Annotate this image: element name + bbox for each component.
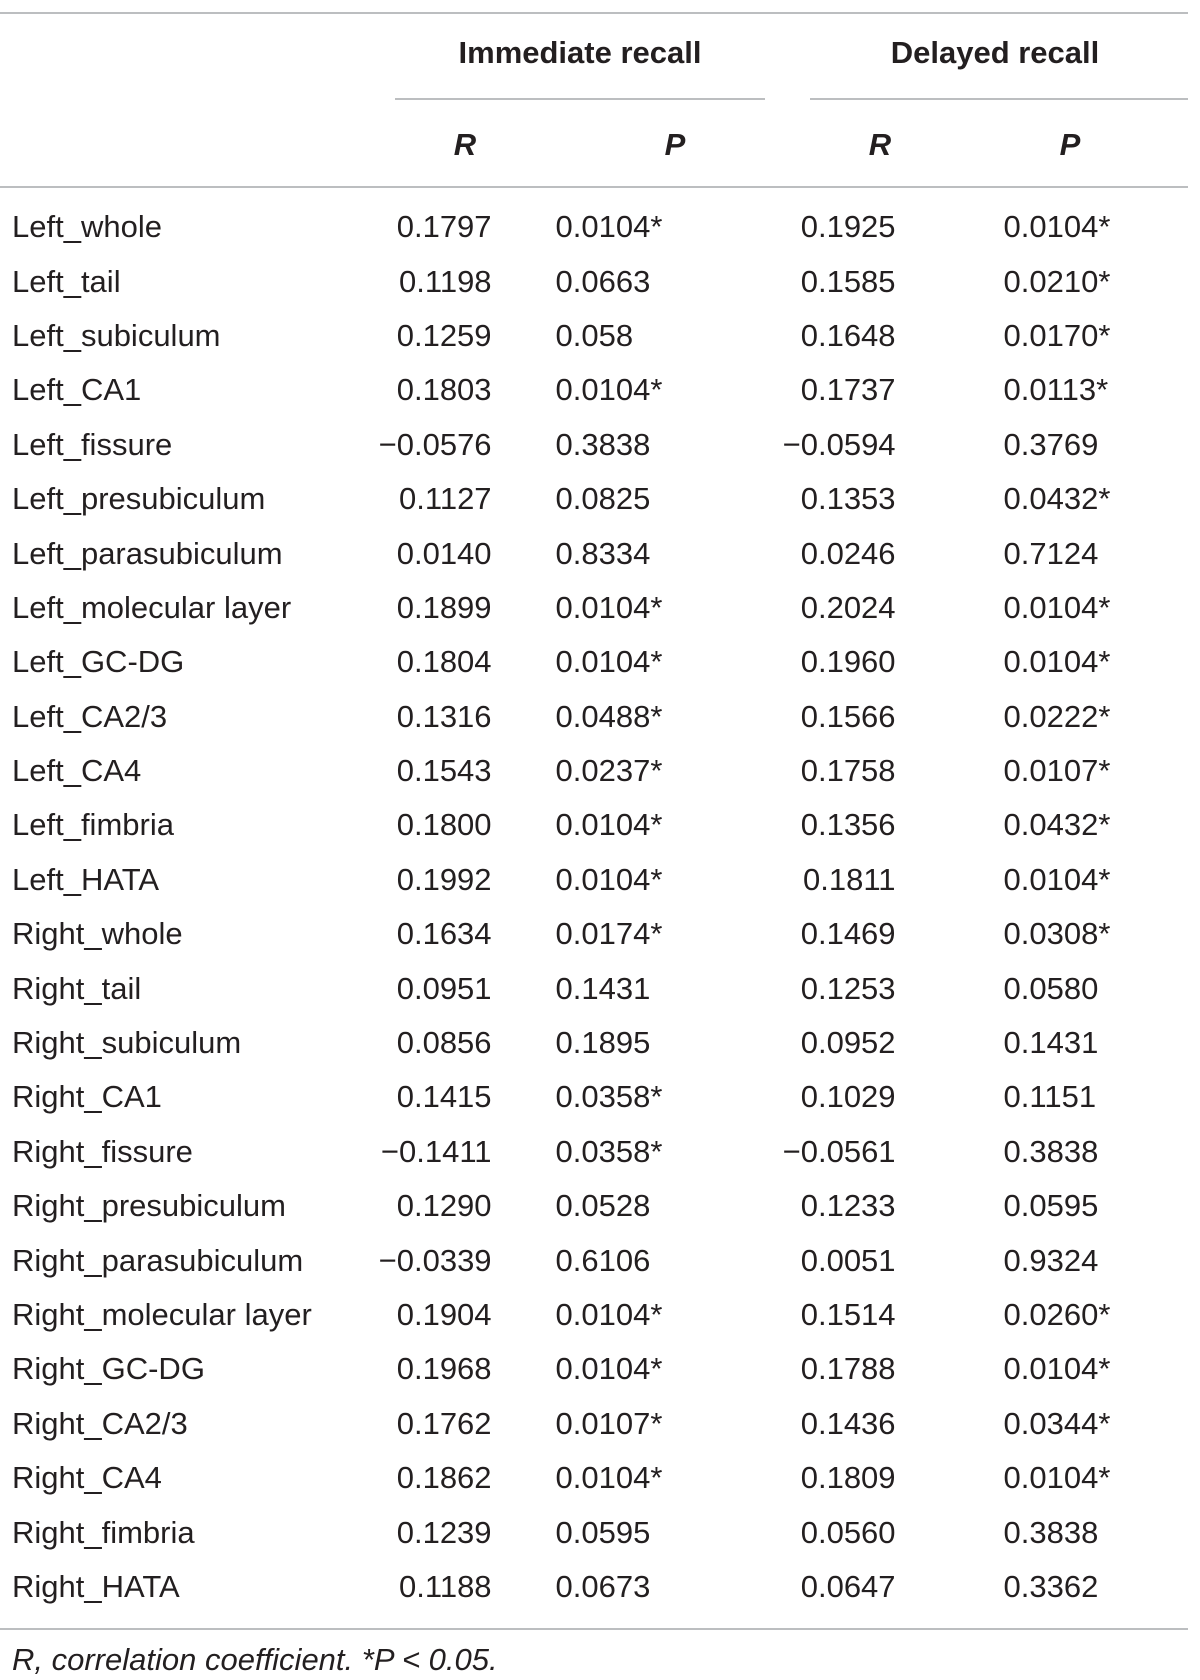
row-label: Right_molecular layer bbox=[12, 1297, 312, 1332]
immediate-r-value: 0.1290 bbox=[396, 1188, 492, 1224]
delayed-r-value: 0.1514 bbox=[800, 1297, 896, 1332]
immediate-p-value: 0.0174* bbox=[555, 916, 663, 952]
immediate-r-value: 0.1259 bbox=[396, 317, 492, 353]
delayed-p-value: 0.0432* bbox=[1003, 481, 1111, 517]
immediate-p-value: 0.0488* bbox=[555, 698, 663, 734]
row-label: Right_CA1 bbox=[12, 1079, 162, 1115]
data-table bbox=[0, 200, 1200, 1614]
delayed-p-value: 0.0432* bbox=[1003, 807, 1111, 843]
immediate-p-value: 0.0104* bbox=[555, 1351, 663, 1387]
immediate-p-value: 0.0104* bbox=[555, 209, 663, 245]
immediate-r-value: 0.1968 bbox=[396, 1351, 492, 1387]
delayed-p-value: 0.0104* bbox=[1003, 209, 1111, 245]
delayed-r-value: 0.1788 bbox=[800, 1351, 896, 1387]
table-body bbox=[0, 200, 1200, 1614]
table-row bbox=[0, 1179, 1200, 1233]
immediate-r-value: 0.1634 bbox=[396, 916, 492, 952]
immediate-p-value: 0.0104* bbox=[555, 807, 663, 843]
immediate-r-value: 0.1316 bbox=[396, 698, 492, 734]
immediate-r-value: 0.0140 bbox=[396, 535, 492, 571]
immediate-r-value: 0.1239 bbox=[396, 1514, 492, 1550]
delayed-p-value: 0.0104* bbox=[1003, 589, 1111, 625]
delayed-p-value: 0.1431 bbox=[1003, 1025, 1099, 1061]
delayed-p-value: 0.0104* bbox=[1003, 1460, 1111, 1496]
immediate-r-value: 0.1188 bbox=[399, 1568, 492, 1604]
delayed-p-value: 0.0344* bbox=[1003, 1405, 1111, 1441]
table-row bbox=[0, 1451, 1200, 1505]
row-label: Right_HATA bbox=[12, 1568, 180, 1604]
row-label: Right_presubiculum bbox=[12, 1188, 286, 1224]
bottom-rule bbox=[0, 1628, 1188, 1630]
immediate-r-value: 0.1804 bbox=[396, 644, 492, 680]
group-header-immediate-recall: Immediate recall bbox=[458, 35, 702, 70]
immediate-p-value: 0.0358* bbox=[555, 1079, 663, 1115]
table-row bbox=[0, 853, 1200, 907]
immediate-r-value: 0.1800 bbox=[396, 807, 492, 843]
row-label: Left_CA1 bbox=[12, 372, 142, 408]
delayed-recall-underline bbox=[810, 98, 1188, 100]
table-row bbox=[0, 363, 1200, 417]
delayed-p-value: 0.0104* bbox=[1003, 644, 1111, 680]
table-row bbox=[0, 526, 1200, 580]
row-label: Left_presubiculum bbox=[12, 481, 266, 517]
subheader-delayed-r: R bbox=[868, 127, 892, 162]
row-label: Right_CA2/3 bbox=[12, 1405, 188, 1441]
row-label: Right_CA4 bbox=[12, 1460, 162, 1496]
subheader-immediate-p: P bbox=[664, 127, 686, 162]
immediate-r-value: 0.1862 bbox=[396, 1460, 492, 1496]
row-label: Right_fissure bbox=[12, 1133, 193, 1169]
table-row bbox=[0, 1342, 1200, 1396]
table-row bbox=[0, 1016, 1200, 1070]
immediate-p-value: 0.0104* bbox=[555, 589, 663, 625]
immediate-r-value: 0.1992 bbox=[396, 861, 492, 897]
immediate-p-value: 0.0104* bbox=[555, 861, 663, 897]
row-label: Left_molecular layer bbox=[12, 589, 292, 625]
table-row bbox=[0, 1288, 1200, 1342]
immediate-r-value: 0.1415 bbox=[396, 1079, 492, 1115]
delayed-r-value: 0.1925 bbox=[800, 209, 896, 245]
immediate-r-value: 0.1762 bbox=[396, 1405, 492, 1441]
delayed-r-value: 0.1809 bbox=[800, 1460, 896, 1496]
delayed-r-value: 0.1758 bbox=[800, 753, 896, 789]
delayed-r-value: 0.1960 bbox=[800, 644, 896, 680]
table-row bbox=[0, 1560, 1200, 1614]
table-footnote: R, correlation coefficient. *P < 0.05. bbox=[12, 1642, 498, 1677]
delayed-r-value: 0.0246 bbox=[800, 535, 896, 571]
delayed-r-value: 0.1436 bbox=[800, 1405, 896, 1441]
table-row bbox=[0, 200, 1200, 254]
immediate-r-value: 0.1198 bbox=[399, 263, 492, 299]
table-row bbox=[0, 418, 1200, 472]
immediate-p-value: 0.0595 bbox=[555, 1514, 651, 1550]
row-label: Right_whole bbox=[12, 916, 183, 952]
delayed-p-value: 0.0260* bbox=[1003, 1297, 1111, 1332]
immediate-r-value: −0.1411 bbox=[380, 1133, 492, 1169]
delayed-r-value: 0.1356 bbox=[800, 807, 896, 843]
immediate-r-value: 0.0951 bbox=[396, 970, 492, 1006]
row-label: Right_parasubiculum bbox=[12, 1242, 304, 1278]
table-row bbox=[0, 472, 1200, 526]
immediate-p-value: 0.0825 bbox=[555, 481, 651, 517]
table-row bbox=[0, 1505, 1200, 1559]
table-row bbox=[0, 309, 1200, 363]
delayed-r-value: 0.1737 bbox=[800, 372, 896, 408]
delayed-p-value: 0.0222* bbox=[1003, 698, 1111, 734]
header-bottom-rule bbox=[0, 186, 1188, 188]
row-label: Right_GC-DG bbox=[12, 1351, 205, 1387]
delayed-p-value: 0.0104* bbox=[1003, 1351, 1111, 1387]
delayed-p-value: 0.3838 bbox=[1003, 1133, 1099, 1169]
delayed-p-value: 0.3838 bbox=[1003, 1514, 1099, 1550]
row-label: Left_HATA bbox=[12, 861, 160, 897]
immediate-p-value: 0.0663 bbox=[555, 263, 651, 299]
table-row bbox=[0, 690, 1200, 744]
immediate-p-value: 0.0104* bbox=[555, 1297, 663, 1332]
row-label: Right_tail bbox=[12, 970, 142, 1006]
immediate-p-value: 0.0104* bbox=[555, 1460, 663, 1496]
row-label: Right_fimbria bbox=[12, 1514, 195, 1550]
delayed-p-value: 0.1151 bbox=[1003, 1079, 1097, 1115]
delayed-p-value: 0.3769 bbox=[1003, 426, 1099, 462]
immediate-r-value: −0.0576 bbox=[378, 426, 492, 462]
group-header-delayed-recall: Delayed recall bbox=[890, 35, 1100, 70]
delayed-r-value: 0.1253 bbox=[800, 970, 896, 1006]
row-label: Left_GC-DG bbox=[12, 644, 185, 680]
row-label: Left_tail bbox=[12, 263, 121, 299]
immediate-p-value: 0.0104* bbox=[555, 372, 663, 408]
delayed-r-value: 0.1029 bbox=[800, 1079, 896, 1115]
delayed-r-value: 0.1566 bbox=[800, 698, 896, 734]
table-row bbox=[0, 798, 1200, 852]
immediate-recall-underline bbox=[395, 98, 765, 100]
delayed-p-value: 0.0308* bbox=[1003, 916, 1111, 952]
immediate-p-value: 0.0673 bbox=[555, 1568, 651, 1604]
immediate-r-value: 0.1899 bbox=[396, 589, 492, 625]
delayed-r-value: 0.1353 bbox=[800, 481, 896, 517]
delayed-r-value: 0.1585 bbox=[800, 263, 896, 299]
row-label: Left_subiculum bbox=[12, 317, 221, 353]
delayed-p-value: 0.3362 bbox=[1003, 1568, 1099, 1604]
immediate-r-value: 0.1904 bbox=[396, 1297, 492, 1332]
delayed-p-value: 0.0170* bbox=[1003, 317, 1111, 353]
immediate-p-value: 0.0528 bbox=[555, 1188, 651, 1224]
delayed-r-value: 0.0952 bbox=[800, 1025, 896, 1061]
row-label: Left_CA4 bbox=[12, 753, 142, 789]
row-label: Left_whole bbox=[12, 209, 162, 245]
delayed-p-value: 0.0595 bbox=[1003, 1188, 1099, 1224]
immediate-p-value: 0.0358* bbox=[555, 1133, 663, 1169]
row-label: Left_fimbria bbox=[12, 807, 174, 843]
immediate-r-value: 0.1797 bbox=[396, 209, 492, 245]
subheader-immediate-r: R bbox=[453, 127, 477, 162]
immediate-r-value: 0.1127 bbox=[399, 481, 492, 517]
immediate-r-value: 0.1543 bbox=[396, 753, 492, 789]
delayed-r-value: 0.2024 bbox=[800, 589, 896, 625]
delayed-r-value: 0.1811 bbox=[803, 861, 896, 897]
table-row bbox=[0, 961, 1200, 1015]
immediate-p-value: 0.1895 bbox=[555, 1025, 651, 1061]
delayed-p-value: 0.9324 bbox=[1003, 1242, 1099, 1278]
immediate-r-value: 0.1803 bbox=[396, 372, 492, 408]
row-label: Left_parasubiculum bbox=[12, 535, 283, 571]
immediate-p-value: 0.0107* bbox=[555, 1405, 663, 1441]
immediate-p-value: 0.1431 bbox=[555, 970, 651, 1006]
immediate-r-value: −0.0339 bbox=[378, 1242, 492, 1278]
table-row bbox=[0, 254, 1200, 308]
immediate-p-value: 0.6106 bbox=[555, 1242, 651, 1278]
delayed-r-value: −0.0594 bbox=[782, 426, 896, 462]
delayed-p-value: 0.0104* bbox=[1003, 861, 1111, 897]
delayed-p-value: 0.0107* bbox=[1003, 753, 1111, 789]
table-row bbox=[0, 744, 1200, 798]
delayed-r-value: 0.0647 bbox=[800, 1568, 896, 1604]
row-label: Left_CA2/3 bbox=[12, 698, 168, 734]
table-row bbox=[0, 1125, 1200, 1179]
delayed-r-value: 0.1648 bbox=[800, 317, 896, 353]
delayed-r-value: 0.0560 bbox=[800, 1514, 896, 1550]
subheader-delayed-p: P bbox=[1059, 127, 1081, 162]
immediate-p-value: 0.3838 bbox=[555, 426, 651, 462]
immediate-p-value: 0.0237* bbox=[555, 753, 663, 789]
table-row bbox=[0, 1397, 1200, 1451]
delayed-r-value: 0.0051 bbox=[800, 1242, 896, 1278]
row-label: Right_subiculum bbox=[12, 1025, 242, 1061]
delayed-p-value: 0.7124 bbox=[1003, 535, 1099, 571]
delayed-p-value: 0.0580 bbox=[1003, 970, 1099, 1006]
delayed-p-value: 0.0210* bbox=[1003, 263, 1111, 299]
immediate-p-value: 0.058 bbox=[555, 317, 634, 353]
top-rule bbox=[0, 12, 1188, 14]
table-row bbox=[0, 1070, 1200, 1124]
table-row bbox=[0, 635, 1200, 689]
immediate-r-value: 0.0856 bbox=[396, 1025, 492, 1061]
delayed-r-value: 0.1469 bbox=[800, 916, 896, 952]
immediate-p-value: 0.0104* bbox=[555, 644, 663, 680]
delayed-r-value: 0.1233 bbox=[800, 1188, 896, 1224]
table-row bbox=[0, 907, 1200, 961]
row-label: Left_fissure bbox=[12, 426, 173, 462]
delayed-r-value: −0.0561 bbox=[782, 1133, 896, 1169]
immediate-p-value: 0.8334 bbox=[555, 535, 651, 571]
table-row bbox=[0, 1233, 1200, 1287]
table-row bbox=[0, 581, 1200, 635]
delayed-p-value: 0.0113* bbox=[1003, 372, 1109, 408]
